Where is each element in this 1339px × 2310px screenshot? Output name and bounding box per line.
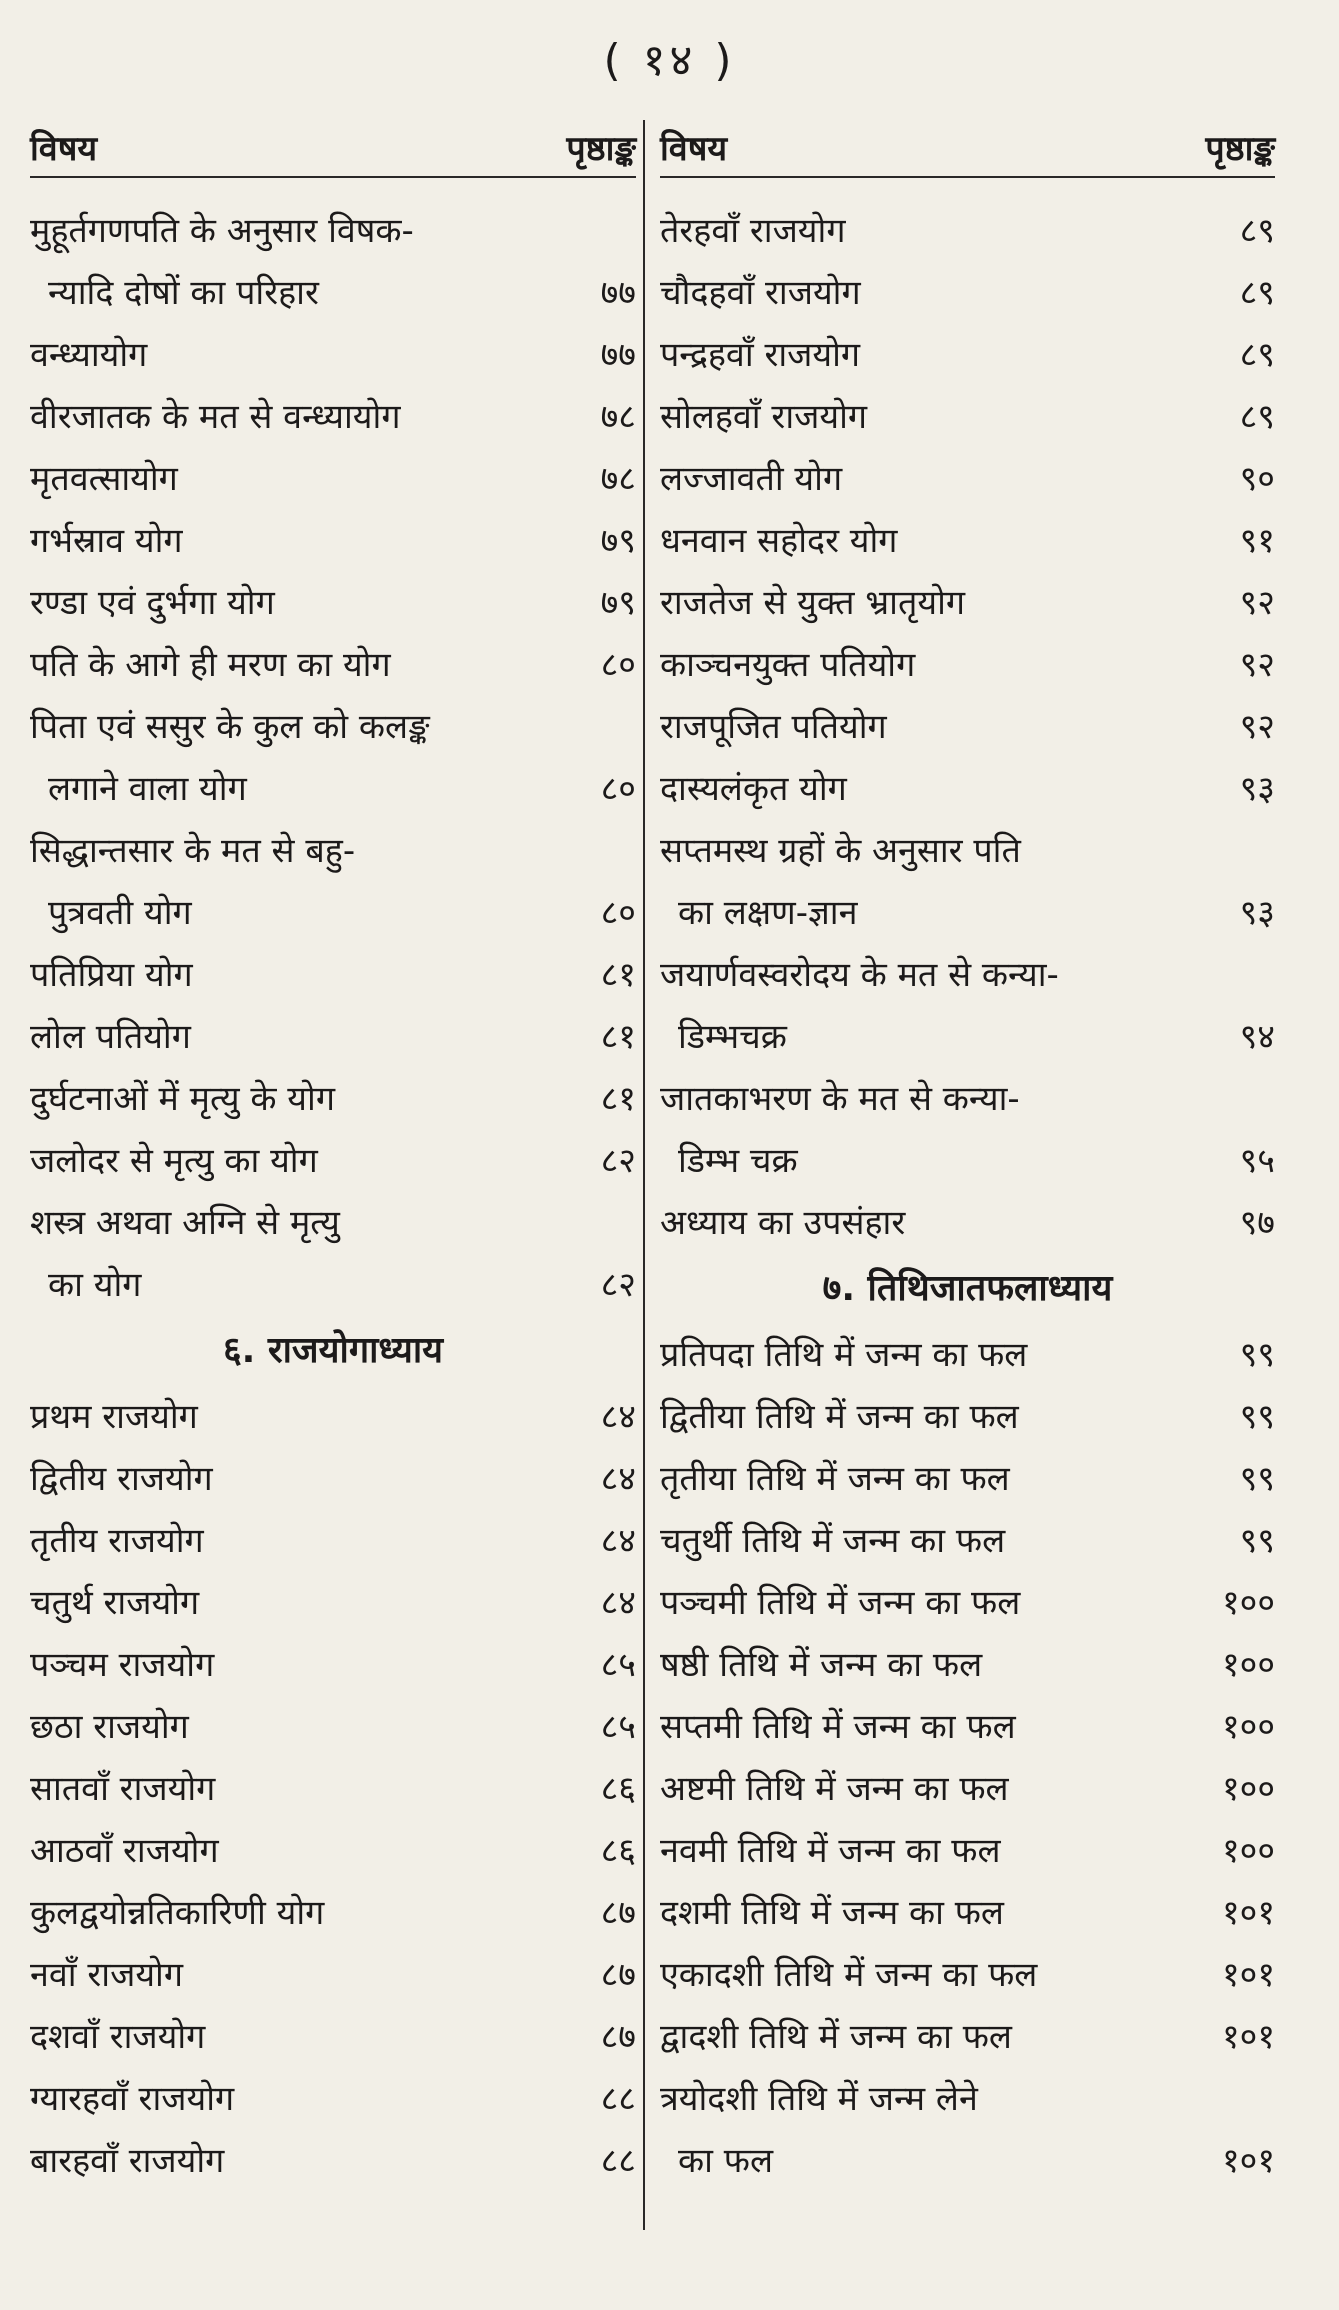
toc-entry (30, 1386, 636, 1448)
toc-entry-page: ९२ (1239, 707, 1275, 747)
toc-entry-title: जयार्णवस्वरोदय के मत से कन्या- (660, 955, 1059, 995)
toc-entry-page: ९२ (1239, 583, 1275, 623)
toc-entry (30, 1006, 636, 1068)
toc-entry-title: प्रथम राजयोग (30, 1397, 198, 1437)
toc-entry (30, 634, 636, 696)
toc-entry-page: ८५ (600, 1707, 636, 1747)
toc-entry-page: ८४ (600, 1521, 636, 1561)
toc-entry-title: का योग (48, 1265, 142, 1305)
toc-entry (30, 1068, 636, 1130)
toc-entry (660, 634, 1275, 696)
toc-entry-page: ८१ (600, 1017, 636, 1057)
toc-entry-page: ७७ (600, 273, 636, 313)
toc-entry (660, 324, 1275, 386)
toc-entry-title: का लक्षण-ज्ञान (678, 893, 858, 933)
toc-entry-page: ८४ (600, 1459, 636, 1499)
toc-entry-title: डिम्भ चक्र (678, 1141, 798, 1181)
toc-entry-page: १०० (1221, 1707, 1275, 1747)
toc-entry-title: तृतीया तिथि में जन्म का फल (660, 1459, 1010, 1499)
toc-entry-title: सप्तमस्थ ग्रहों के अनुसार पति (660, 831, 1021, 871)
toc-entry-title: द्वितीया तिथि में जन्म का फल (660, 1397, 1019, 1437)
toc-entry-page: १०० (1221, 1645, 1275, 1685)
toc-entry-title: दास्यलंकृत योग (660, 769, 847, 809)
toc-entry-page: १०० (1221, 1831, 1275, 1871)
toc-entry-title: द्वादशी तिथि में जन्म का फल (660, 2017, 1012, 2057)
toc-entry-title: लोल पतियोग (30, 1017, 191, 1057)
toc-entry (660, 572, 1275, 634)
toc-column-right (660, 118, 1275, 2192)
toc-entry (660, 262, 1275, 324)
toc-entry (30, 1510, 636, 1572)
toc-entry-title: राजतेज से युक्त भ्रातृयोग (660, 583, 966, 623)
toc-entry-title: लज्जावती योग (660, 459, 843, 499)
toc-entry (30, 820, 636, 882)
toc-entry (660, 1006, 1275, 1068)
toc-entry-page: ८६ (600, 1831, 636, 1871)
toc-entry-page: ८० (600, 769, 636, 809)
toc-entry-title: अध्याय का उपसंहार (660, 1203, 906, 1243)
toc-entry-title: द्वितीय राजयोग (30, 1459, 213, 1499)
toc-entry-page: ८१ (600, 955, 636, 995)
toc-entry (30, 758, 636, 820)
toc-entry (30, 448, 636, 510)
page-number: ( १४ ) (603, 35, 736, 86)
toc-entry-page: ८९ (1239, 397, 1275, 437)
toc-entry-title: पञ्चमी तिथि में जन्म का फल (660, 1583, 1021, 1623)
toc-entry-title: त्रयोदशी तिथि में जन्म लेने (660, 2079, 978, 2119)
column-divider (643, 120, 645, 2230)
toc-entry-title: जातकाभरण के मत से कन्या- (660, 1079, 1020, 1119)
toc-entry (30, 572, 636, 634)
toc-entry-title: छठा राजयोग (30, 1707, 189, 1747)
toc-entry-page: ९५ (1239, 1141, 1275, 1181)
toc-entry-page: ८९ (1239, 335, 1275, 375)
column-header (30, 118, 636, 178)
toc-entry (30, 1572, 636, 1634)
toc-entry-title: धनवान सहोदर योग (660, 521, 898, 561)
toc-list-left (30, 200, 636, 2192)
toc-entry (30, 1448, 636, 1510)
toc-entry-title: दशमी तिथि में जन्म का फल (660, 1893, 1004, 1933)
toc-entry (30, 2006, 636, 2068)
toc-entry-title: एकादशी तिथि में जन्म का फल (660, 1955, 1038, 1995)
toc-entry-title: नवाँ राजयोग (30, 1955, 183, 1995)
toc-entry (660, 1572, 1275, 1634)
toc-entry-page: ८४ (600, 1583, 636, 1623)
toc-entry-title: सिद्धान्तसार के मत से बहु- (30, 831, 356, 871)
toc-entry-page: ९३ (1239, 769, 1275, 809)
toc-entry-title: डिम्भचक्र (678, 1017, 787, 1057)
toc-entry (660, 882, 1275, 944)
toc-entry-title: शस्त्र अथवा अग्नि से मृत्यु (30, 1203, 340, 1243)
toc-entry (660, 1696, 1275, 1758)
toc-entry (660, 1448, 1275, 1510)
toc-entry (660, 2068, 1275, 2130)
toc-entry-page: ९४ (1239, 1017, 1275, 1057)
toc-entry-title: मृतवत्सायोग (30, 459, 178, 499)
toc-entry (30, 1696, 636, 1758)
toc-entry-page: ८६ (600, 1769, 636, 1809)
toc-entry (30, 1882, 636, 1944)
toc-entry-page: ९९ (1239, 1521, 1275, 1561)
toc-entry-title: सोलहवाँ राजयोग (660, 397, 868, 437)
toc-entry-page: ८२ (600, 1141, 636, 1181)
toc-entry-title: सप्तमी तिथि में जन्म का फल (660, 1707, 1016, 1747)
toc-entry-title: राजपूजित पतियोग (660, 707, 887, 747)
toc-entry-page: ८९ (1239, 211, 1275, 251)
toc-entry-page: ९१ (1239, 521, 1275, 561)
toc-entry (660, 820, 1275, 882)
toc-entry-title: पञ्चम राजयोग (30, 1645, 215, 1685)
toc-entry-page: ७७ (600, 335, 636, 375)
toc-entry-page: ७८ (600, 459, 636, 499)
toc-entry-title: ग्यारहवाँ राजयोग (30, 2079, 235, 2119)
toc-entry (660, 510, 1275, 572)
toc-entry (660, 944, 1275, 1006)
toc-entry-title: जलोदर से मृत्यु का योग (30, 1141, 318, 1181)
toc-entry-page: १०१ (1221, 1955, 1275, 1995)
toc-entry-page: ८२ (600, 1265, 636, 1305)
toc-entry (660, 1820, 1275, 1882)
toc-entry-title: चौदहवाँ राजयोग (660, 273, 861, 313)
toc-entry (660, 386, 1275, 448)
toc-entry (660, 1882, 1275, 1944)
toc-entry-page: १०१ (1221, 2141, 1275, 2181)
toc-entry-page: ७८ (600, 397, 636, 437)
toc-entry (660, 1068, 1275, 1130)
toc-entry-title: वीरजातक के मत से वन्ध्यायोग (30, 397, 401, 437)
page-heading: पृष्ठाङ्क (566, 129, 636, 169)
toc-entry-page: १०१ (1221, 1893, 1275, 1933)
toc-entry-title: काञ्चनयुक्त पतियोग (660, 645, 916, 685)
toc-entry (30, 262, 636, 324)
toc-entry (30, 2130, 636, 2192)
toc-entry (660, 1324, 1275, 1386)
toc-entry (30, 1192, 636, 1254)
toc-entry (660, 1130, 1275, 1192)
toc-entry-page: ८४ (600, 1397, 636, 1437)
toc-entry (30, 1758, 636, 1820)
toc-entry-title: तृतीय राजयोग (30, 1521, 204, 1561)
toc-entry-title: पुत्रवती योग (48, 893, 192, 933)
toc-entry-page: ८८ (600, 2079, 636, 2119)
toc-entry-title: पिता एवं ससुर के कुल को कलङ्क (30, 707, 430, 747)
toc-entry-page: ९७ (1239, 1203, 1275, 1243)
toc-entry-page: ९० (1239, 459, 1275, 499)
toc-entry (30, 1820, 636, 1882)
toc-entry-title: न्यादि दोषों का परिहार (48, 273, 319, 313)
toc-entry-page: ७९ (600, 583, 636, 623)
toc-entry-title: चतुर्थ राजयोग (30, 1583, 200, 1623)
toc-entry (660, 1944, 1275, 2006)
toc-entry (660, 448, 1275, 510)
toc-entry-page: १०१ (1221, 2017, 1275, 2057)
toc-entry (30, 882, 636, 944)
toc-entry-title: गर्भस्राव योग (30, 521, 183, 561)
toc-entry (660, 1386, 1275, 1448)
toc-column-left (30, 118, 636, 2192)
toc-entry-title: मुहूर्तगणपति के अनुसार विषक- (30, 211, 414, 251)
toc-entry-title: पति के आगे ही मरण का योग (30, 645, 391, 685)
toc-entry-page: ८७ (600, 1893, 636, 1933)
toc-list-right (660, 200, 1275, 2192)
toc-entry-title: वन्ध्यायोग (30, 335, 148, 375)
toc-entry-title: पन्द्रहवाँ राजयोग (660, 335, 861, 375)
toc-entry-title: अष्टमी तिथि में जन्म का फल (660, 1769, 1009, 1809)
subject-heading: विषय (30, 129, 98, 169)
toc-entry-page: ९९ (1239, 1335, 1275, 1375)
page-heading: पृष्ठाङ्क (1205, 129, 1275, 169)
toc-entry (30, 386, 636, 448)
toc-entry-title: प्रतिपदा तिथि में जन्म का फल (660, 1335, 1028, 1375)
toc-entry-title: नवमी तिथि में जन्म का फल (660, 1831, 1001, 1871)
toc-entry-page: ८९ (1239, 273, 1275, 313)
toc-entry (30, 324, 636, 386)
toc-entry-page: १०० (1221, 1769, 1275, 1809)
toc-entry (660, 2130, 1275, 2192)
toc-entry (30, 510, 636, 572)
toc-entry-page: ८१ (600, 1079, 636, 1119)
chapter-heading: ७. तिथिजातफलाध्याय (822, 1268, 1113, 1309)
toc-entry (660, 1634, 1275, 1696)
toc-entry-page: ८७ (600, 1955, 636, 1995)
toc-entry (30, 1634, 636, 1696)
toc-entry-title: का फल (678, 2141, 773, 2181)
toc-entry-page: ९३ (1239, 893, 1275, 933)
toc-entry-title: लगाने वाला योग (48, 769, 247, 809)
toc-entry-title: आठवाँ राजयोग (30, 1831, 219, 1871)
toc-entry (660, 1510, 1275, 1572)
toc-entry-title: बारहवाँ राजयोग (30, 2141, 225, 2181)
toc-entry-page: ९९ (1239, 1397, 1275, 1437)
toc-entry (30, 696, 636, 758)
toc-entry (660, 758, 1275, 820)
toc-entry-title: दुर्घटनाओं में मृत्यु के योग (30, 1079, 335, 1119)
column-header (660, 118, 1275, 178)
toc-entry-page: ८८ (600, 2141, 636, 2181)
toc-entry-page: ९२ (1239, 645, 1275, 685)
toc-entry (660, 200, 1275, 262)
toc-entry (30, 1130, 636, 1192)
toc-entry (30, 944, 636, 1006)
toc-entry-title: कुलद्वयोन्नतिकारिणी योग (30, 1893, 325, 1933)
toc-entry (30, 1254, 636, 1316)
toc-entry-page: ८० (600, 893, 636, 933)
toc-entry-page: ८० (600, 645, 636, 685)
toc-entry-page: १०० (1221, 1583, 1275, 1623)
toc-entry (30, 2068, 636, 2130)
chapter-heading: ६. राजयोगाध्याय (222, 1330, 444, 1371)
toc-entry-title: तेरहवाँ राजयोग (660, 211, 846, 251)
toc-entry-title: रण्डा एवं दुर्भगा योग (30, 583, 275, 623)
toc-entry (660, 2006, 1275, 2068)
toc-entry-page: ७९ (600, 521, 636, 561)
toc-entry (660, 696, 1275, 758)
toc-entry (30, 200, 636, 262)
toc-entry-title: पतिप्रिया योग (30, 955, 193, 995)
subject-heading: विषय (660, 129, 728, 169)
toc-entry (30, 1944, 636, 2006)
toc-entry-title: सातवाँ राजयोग (30, 1769, 216, 1809)
toc-entry-page: ८५ (600, 1645, 636, 1685)
toc-entry-title: षष्ठी तिथि में जन्म का फल (660, 1645, 983, 1685)
toc-entry (660, 1192, 1275, 1254)
toc-entry-title: चतुर्थी तिथि में जन्म का फल (660, 1521, 1006, 1561)
toc-entry-page: ९९ (1239, 1459, 1275, 1499)
toc-entry-page: ८७ (600, 2017, 636, 2057)
toc-entry-title: दशवाँ राजयोग (30, 2017, 206, 2057)
toc-entry (660, 1758, 1275, 1820)
